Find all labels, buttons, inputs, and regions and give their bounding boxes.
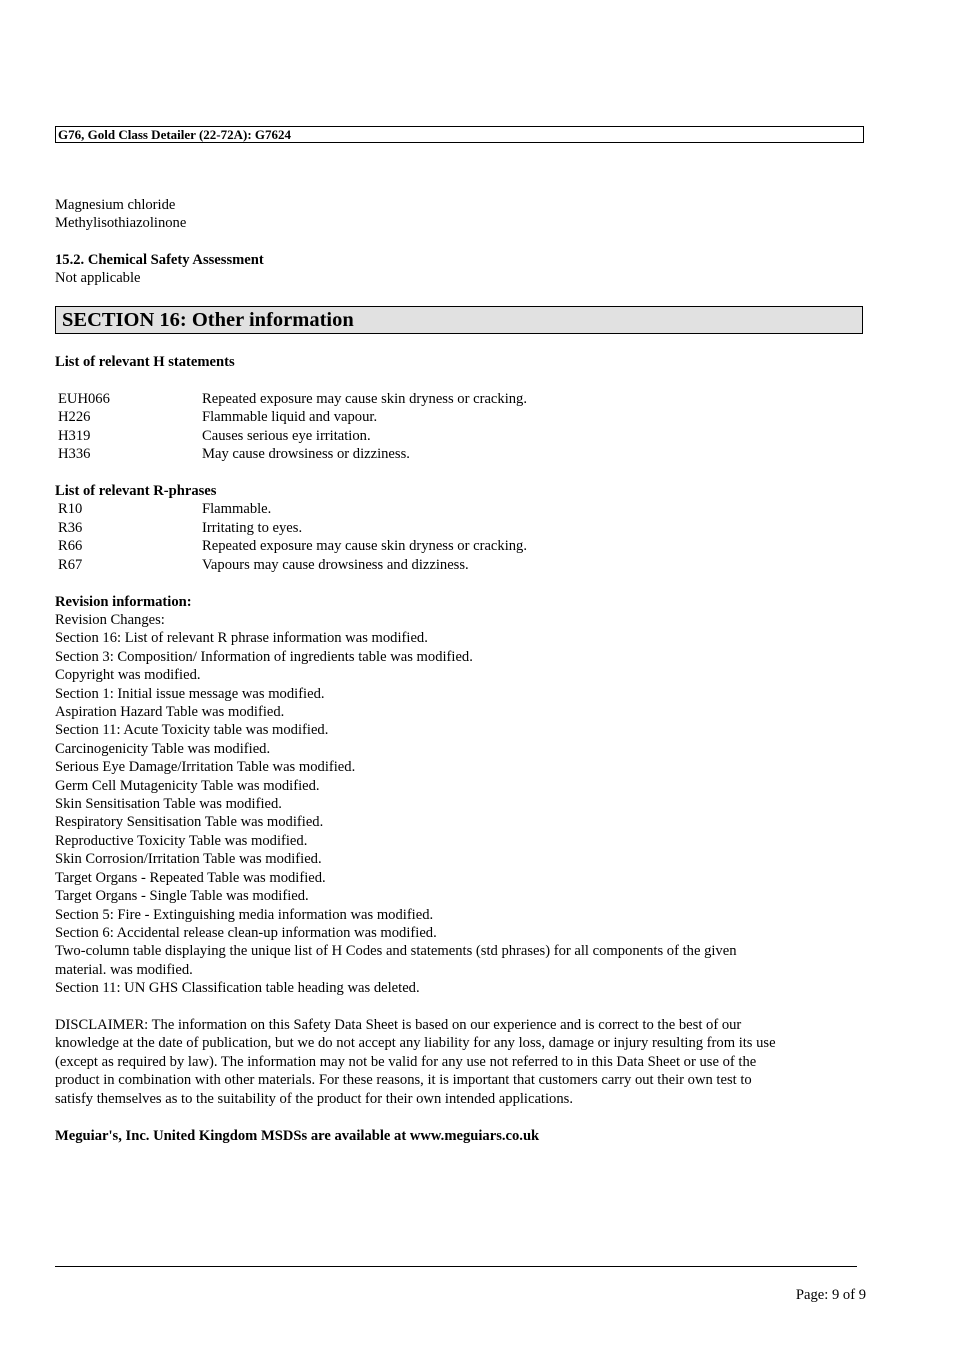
h-text: Flammable liquid and vapour. — [202, 409, 378, 425]
h-code: H336 — [58, 446, 91, 462]
revision-line: Section 3: Composition/ Information of ingredients table was modified. — [55, 648, 473, 665]
revision-line: Skin Corrosion/Irritation Table was modified. — [55, 851, 322, 868]
h-statement-row — [58, 408, 858, 426]
h-statement-row — [58, 427, 858, 445]
h-text: May cause drowsiness or dizziness. — [202, 446, 410, 462]
footer-divider — [55, 1266, 857, 1267]
r-phrase-row — [58, 500, 858, 518]
r-code: R66 — [58, 538, 83, 554]
revision-line: Section 5: Fire - Extinguishing media information was modified. — [55, 906, 434, 923]
revision-line: Reproductive Toxicity Table was modified. — [55, 832, 308, 849]
page-number: Page: 9 of 9 — [795, 1287, 866, 1303]
h-text: Causes serious eye irritation. — [202, 428, 371, 444]
revision-line: Carcinogenicity Table was modified. — [55, 740, 271, 757]
disclaimer-line: knowledge at the date of publication, but we do not accept any liability for any loss, damage or injury resulting from its use — [55, 1035, 776, 1052]
ingredient-item: Methylisothiazolinone — [55, 215, 187, 232]
revision-line: Section 16: List of relevant R phrase information was modified. — [55, 630, 428, 647]
r-text: Repeated exposure may cause skin dryness or cracking. — [202, 538, 528, 554]
r-phrases-heading: List of relevant R-phrases — [55, 483, 217, 499]
r-code: R10 — [58, 501, 83, 517]
r-text: Flammable. — [202, 501, 272, 517]
h-statement-row — [58, 445, 858, 463]
revision-line: Aspiration Hazard Table was modified. — [55, 704, 285, 721]
product-header — [55, 126, 864, 143]
r-text: Irritating to eyes. — [202, 520, 303, 536]
msds-availability-note: Meguiar's, Inc. United Kingdom MSDSs are available at www.meguiars.co.uk — [55, 1128, 540, 1144]
revision-line: Section 11: Acute Toxicity table was modified. — [55, 722, 329, 739]
revision-line: Skin Sensitisation Table was modified. — [55, 796, 282, 813]
revision-line: Germ Cell Mutagenicity Table was modified. — [55, 777, 320, 794]
revision-line: Section 11: UN GHS Classification table heading was deleted. — [55, 980, 420, 997]
assessment-heading: 15.2. Chemical Safety Assessment — [55, 252, 264, 268]
revision-line: Copyright was modified. — [55, 667, 201, 684]
section-16-title: SECTION 16: Other information — [55, 306, 863, 334]
revision-line: Respiratory Sensitisation Table was modified. — [55, 814, 324, 831]
ingredient-list — [55, 196, 186, 233]
product-title: G76, Gold Class Detailer (22-72A): G7624 — [58, 127, 292, 142]
r-phrase-row — [58, 556, 858, 574]
ingredient-item: Magnesium chloride — [55, 197, 176, 213]
r-code: R36 — [58, 520, 83, 536]
h-code: H319 — [58, 428, 91, 444]
revision-line: Target Organs - Repeated Table was modified. — [55, 869, 326, 886]
h-code: H226 — [58, 409, 91, 425]
r-code: R67 — [58, 557, 83, 573]
disclaimer-line: DISCLAIMER: The information on this Safety Data Sheet is based on our experience and is correct to the best of our — [55, 1017, 742, 1033]
disclaimer-line: satisfy themselves as to the suitability of the product for their own intended applications. — [55, 1090, 573, 1107]
revision-line: Revision Changes: — [55, 612, 165, 628]
disclaimer-line: product in combination with other materials. For these reasons, it is important that customers carry out their own test to — [55, 1072, 752, 1089]
revision-line: Two-column table displaying the unique list of H Codes and statements (std phrases) for all components of the given — [55, 943, 737, 960]
revision-line: Serious Eye Damage/Irritation Table was modified. — [55, 759, 356, 776]
h-text: Repeated exposure may cause skin dryness or cracking. — [202, 391, 528, 407]
r-phrase-row — [58, 519, 858, 537]
h-statement-row — [58, 390, 858, 408]
revision-list — [55, 611, 855, 998]
revision-line: Section 1: Initial issue message was modified. — [55, 685, 325, 702]
r-text: Vapours may cause drowsiness and dizziness. — [202, 557, 469, 573]
revision-line: Target Organs - Single Table was modified. — [55, 888, 309, 905]
h-statements-heading: List of relevant H statements — [55, 354, 235, 370]
revision-heading: Revision information: — [55, 594, 192, 610]
assessment-value: Not applicable — [55, 270, 141, 286]
r-phrase-row — [58, 537, 858, 555]
h-code: EUH066 — [58, 391, 110, 407]
disclaimer-line: (except as required by law). The information may not be valid for any use not referred to in this Data Sheet or use of the — [55, 1053, 757, 1070]
disclaimer — [55, 1016, 855, 1108]
revision-line: material. was modified. — [55, 961, 193, 978]
revision-line: Section 6: Accidental release clean-up information was modified. — [55, 924, 437, 941]
